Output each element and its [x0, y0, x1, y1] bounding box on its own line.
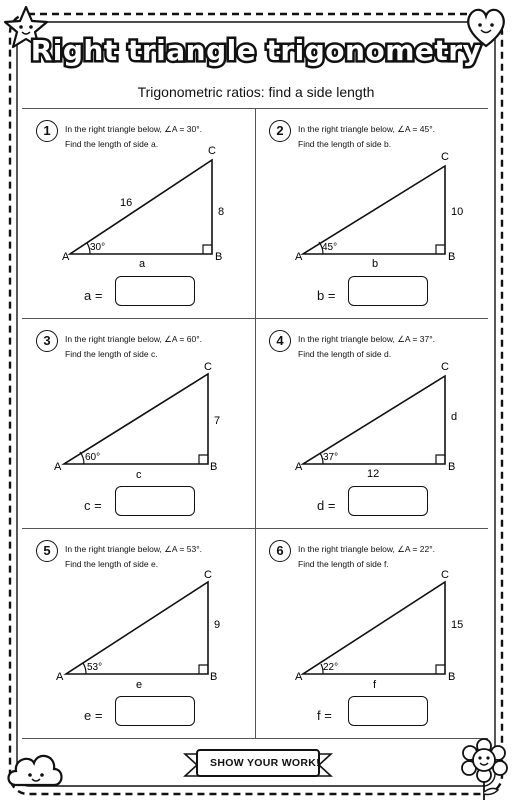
- answer-box[interactable]: [348, 696, 428, 726]
- problem-statement: In the right triangle below, ∠A = 30°. Find the length of side a.: [65, 124, 202, 149]
- problem-number: 3: [36, 330, 58, 352]
- answer-box[interactable]: [348, 276, 428, 306]
- vertex-b-label: B: [448, 251, 456, 263]
- vertex-b-label: B: [215, 251, 223, 263]
- vertex-a-label: A: [62, 251, 70, 263]
- opposite-side-label: 9: [214, 619, 221, 631]
- adjacent-side-label: c: [136, 469, 142, 478]
- opposite-side-label: 10: [451, 206, 464, 218]
- answer-box[interactable]: [115, 486, 195, 516]
- problem-6: [255, 528, 488, 738]
- page-title: Right triangle trigonometry: [30, 34, 482, 67]
- triangle-diagram: [22, 528, 255, 688]
- vertex-a-label: A: [295, 671, 303, 683]
- hypotenuse-label: 16: [120, 197, 133, 209]
- problem-number: 2: [269, 120, 291, 142]
- problem-grid: [22, 108, 488, 738]
- vertex-a-label: A: [295, 461, 303, 473]
- answer-label: b =: [317, 288, 336, 303]
- problem-number: 5: [36, 540, 58, 562]
- angle-label: 53°: [87, 662, 103, 673]
- problem-statement: In the right triangle below, ∠A = 53°. Find the length of side e.: [65, 544, 202, 569]
- vertex-b-label: B: [448, 461, 456, 473]
- angle-label: 45°: [322, 242, 338, 253]
- triangle-diagram: [255, 108, 488, 268]
- vertex-c-label: C: [441, 361, 449, 373]
- triangle-diagram: [255, 528, 488, 688]
- page-subtitle: Trigonometric ratios: find a side length: [137, 84, 375, 100]
- vertex-b-label: B: [210, 671, 218, 683]
- angle-label: 37°: [323, 452, 339, 463]
- adjacent-side-label: b: [372, 258, 379, 268]
- problem-4: [255, 318, 488, 528]
- problem-3: [22, 318, 255, 528]
- vertex-b-label: B: [448, 671, 456, 683]
- show-work-banner: SHOW YOUR WORK!: [210, 757, 320, 769]
- adjacent-side-label: a: [139, 258, 146, 268]
- vertex-a-label: A: [295, 251, 303, 263]
- triangle-diagram: [22, 318, 255, 478]
- angle-label: 30°: [90, 242, 106, 253]
- adjacent-side-label: 12: [367, 468, 380, 478]
- answer-label: f =: [317, 708, 332, 723]
- problem-5: [22, 528, 255, 738]
- vertex-c-label: C: [204, 361, 212, 373]
- answer-label: a =: [84, 288, 103, 303]
- divider: [22, 738, 488, 739]
- angle-label: 22°: [323, 662, 339, 673]
- problem-statement: In the right triangle below, ∠A = 37°. Find the length of side d.: [298, 334, 435, 359]
- problem-statement: In the right triangle below, ∠A = 22°. Find the length of side f.: [298, 544, 435, 569]
- vertex-a-label: A: [56, 671, 64, 683]
- vertex-c-label: C: [208, 145, 216, 157]
- answer-box[interactable]: [115, 276, 195, 306]
- problem-1: [22, 108, 255, 318]
- opposite-side-label: 15: [451, 619, 464, 631]
- problem-number: 4: [269, 330, 291, 352]
- answer-label: e =: [84, 708, 103, 723]
- problem-2: [255, 108, 488, 318]
- cloud-icon: [4, 745, 68, 791]
- opposite-side-label: 7: [214, 415, 221, 427]
- vertex-a-label: A: [54, 461, 62, 473]
- problem-number: 6: [269, 540, 291, 562]
- opposite-side-label: 8: [218, 206, 225, 218]
- vertex-c-label: C: [441, 569, 449, 581]
- answer-label: c =: [84, 498, 102, 513]
- problem-number: 1: [36, 120, 58, 142]
- flower-icon: [458, 738, 510, 802]
- answer-box[interactable]: [115, 696, 195, 726]
- vertex-c-label: C: [441, 151, 449, 163]
- answer-box[interactable]: [348, 486, 428, 516]
- problem-statement: In the right triangle below, ∠A = 60°. Find the length of side c.: [65, 334, 202, 359]
- vertex-c-label: C: [204, 569, 212, 581]
- triangle-diagram: [22, 108, 255, 268]
- problem-statement: In the right triangle below, ∠A = 45°. Find the length of side b.: [298, 124, 435, 149]
- angle-label: 60°: [85, 452, 101, 463]
- answer-label: d =: [317, 498, 336, 513]
- vertex-b-label: B: [210, 461, 218, 473]
- adjacent-side-label: e: [136, 679, 143, 688]
- triangle-diagram: [255, 318, 488, 478]
- opposite-side-label: d: [451, 411, 458, 423]
- adjacent-side-label: f: [373, 679, 377, 688]
